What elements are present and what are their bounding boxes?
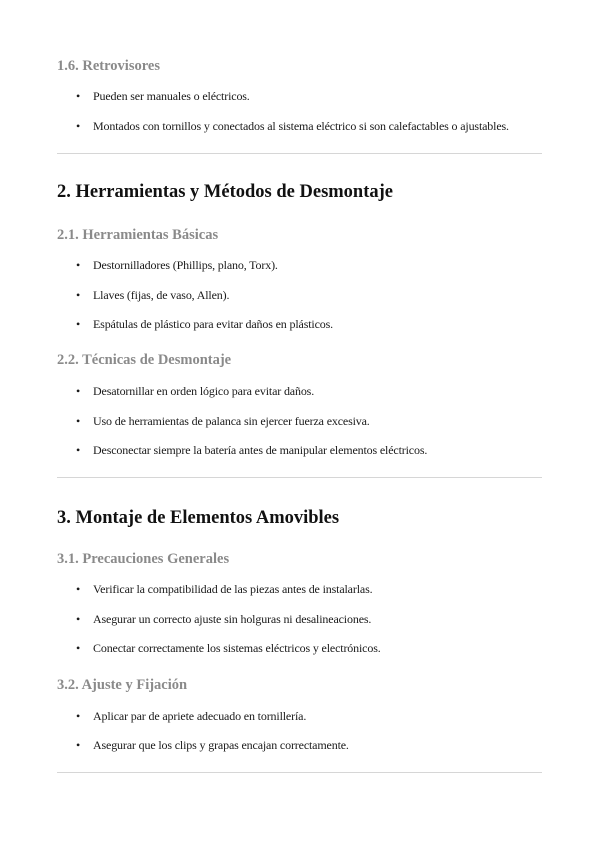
list-item-text: Verificar la compatibilidad de las piezas antes de instalarlas.: [93, 582, 373, 596]
bullet-icon: •: [76, 317, 81, 331]
subsection-title-3-1: 3.1. Precauciones Generales: [57, 551, 230, 567]
subsection-title-2-2: 2.2. Técnicas de Desmontaje: [57, 352, 232, 368]
list-item-text: Destornilladores (Phillips, plano, Torx).: [93, 258, 278, 272]
bullet-icon: •: [76, 414, 81, 428]
bullet-icon: •: [76, 709, 81, 723]
bullet-icon: •: [76, 582, 81, 596]
list-item-text: Aplicar par de apriete adecuado en tornillería.: [93, 709, 307, 723]
list-item-text: Espátulas de plástico para evitar daños en plásticos.: [93, 317, 333, 331]
list-item-text: Uso de herramientas de palanca sin ejercer fuerza excesiva.: [93, 414, 370, 428]
subsection-title-1-6: 1.6. Retrovisores: [57, 58, 160, 74]
bullet-icon: •: [76, 258, 81, 272]
list-item-text: Montados con tornillos y conectados al sistema eléctrico si son calefactables o ajustables.: [93, 119, 509, 133]
list-item-text: Llaves (fijas, de vaso, Allen).: [93, 288, 230, 302]
bullet-icon: •: [76, 384, 81, 398]
section-divider: [57, 477, 542, 478]
list-item-text: Pueden ser manuales o eléctricos.: [93, 89, 250, 103]
bullet-icon: •: [76, 119, 81, 133]
bullet-icon: •: [76, 612, 81, 626]
list-item-text: Asegurar que los clips y grapas encajan correctamente.: [93, 738, 349, 752]
list-item-text: Conectar correctamente los sistemas eléctricos y electrónicos.: [93, 641, 381, 655]
section-title-2: 2. Herramientas y Métodos de Desmontaje: [57, 182, 394, 202]
bullet-icon: •: [76, 738, 81, 752]
list-item-text: Desatornillar en orden lógico para evitar daños.: [93, 384, 315, 398]
bullet-icon: •: [76, 641, 81, 655]
bullet-icon: •: [76, 89, 81, 103]
bullet-icon: •: [76, 443, 81, 457]
list-item-text: Desconectar siempre la batería antes de manipular elementos eléctricos.: [93, 443, 428, 457]
section-divider: [57, 772, 542, 773]
subsection-title-2-1: 2.1. Herramientas Básicas: [57, 227, 219, 243]
subsection-title-3-2: 3.2. Ajuste y Fijación: [57, 677, 188, 693]
list-item-text: Asegurar un correcto ajuste sin holguras ni desalineaciones.: [93, 612, 372, 626]
bullet-icon: •: [76, 288, 81, 302]
section-divider: [57, 153, 542, 154]
section-title-3: 3. Montaje de Elementos Amovibles: [57, 508, 340, 528]
